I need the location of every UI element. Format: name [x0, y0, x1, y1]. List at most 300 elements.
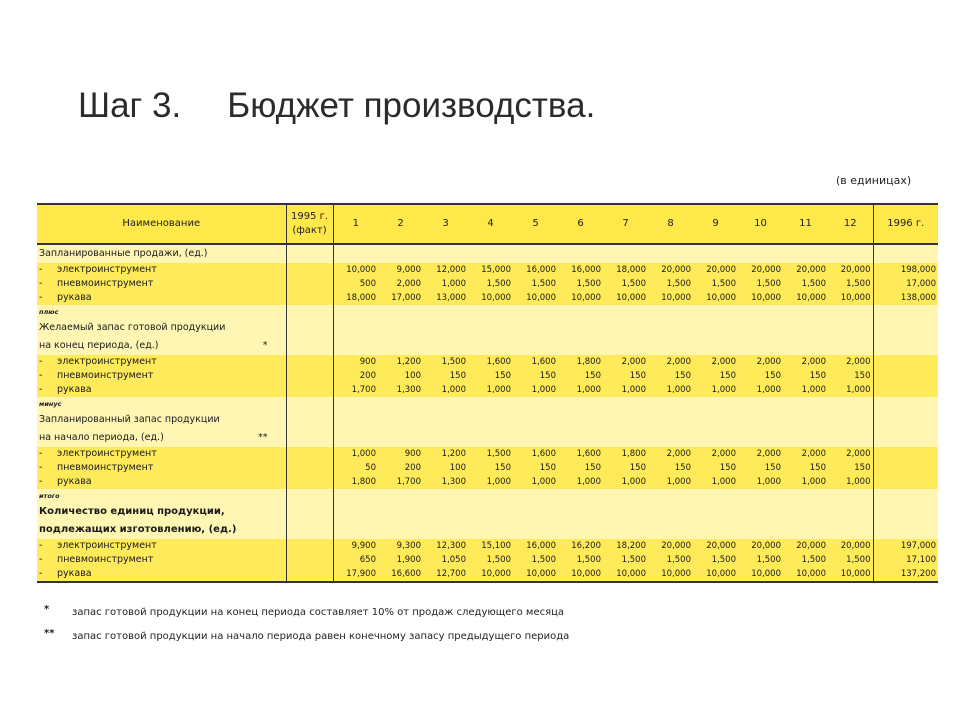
section-label-row	[37, 319, 938, 337]
prefix-month-cell	[378, 489, 423, 503]
production-budget-table	[37, 203, 938, 583]
table-header-row	[37, 204, 938, 244]
header-1995-year: 1995 г.	[290, 211, 329, 222]
month-value: 2,000	[783, 447, 828, 461]
month-value: 1,700	[378, 475, 423, 489]
row-label-text: электроинструмент	[57, 264, 157, 275]
label-month-cell	[423, 337, 468, 355]
fact-1995-cell	[286, 567, 333, 582]
month-value: 10,000	[783, 291, 828, 305]
row-label	[37, 539, 286, 553]
year-total	[873, 447, 938, 461]
label-month-cell	[378, 521, 423, 539]
row-label-text: пневмоинструмент	[57, 278, 154, 289]
table-row	[37, 553, 938, 567]
section-label	[37, 429, 286, 447]
month-value: 2,000	[828, 447, 873, 461]
month-value: 200	[333, 369, 378, 383]
label-month-cell	[513, 337, 558, 355]
label-month-cell	[693, 521, 738, 539]
label-month-cell	[603, 521, 648, 539]
month-value: 1,800	[333, 475, 378, 489]
row-label	[37, 383, 286, 397]
label-month-cell	[828, 503, 873, 521]
prefix-1996-cell	[873, 397, 938, 411]
label-month-cell	[468, 244, 513, 263]
label-month-cell	[783, 429, 828, 447]
month-value: 150	[648, 461, 693, 475]
label-month-cell	[783, 503, 828, 521]
month-value: 1,000	[468, 383, 513, 397]
label-month-cell	[603, 429, 648, 447]
row-dash: -	[39, 540, 43, 551]
month-value: 1,000	[423, 277, 468, 291]
label-month-cell	[378, 503, 423, 521]
fact-1995-cell	[286, 369, 333, 383]
prefix-month-cell	[423, 397, 468, 411]
month-value: 1,500	[783, 553, 828, 567]
month-value: 2,000	[648, 447, 693, 461]
month-value: 10,000	[693, 291, 738, 305]
year-total: 17,000	[873, 277, 938, 291]
month-value: 10,000	[828, 567, 873, 582]
month-value: 20,000	[648, 539, 693, 553]
header-month: 8	[648, 204, 693, 244]
prefix-month-cell	[738, 489, 783, 503]
label-month-cell	[513, 319, 558, 337]
label-month-cell	[783, 337, 828, 355]
label-1996-cell	[873, 244, 938, 263]
label-month-cell	[828, 244, 873, 263]
label-1995-cell	[286, 244, 333, 263]
section-label-text: на начало периода, (ед.)	[39, 432, 164, 443]
section-label-row	[37, 411, 938, 429]
month-value: 650	[333, 553, 378, 567]
prefix-month-cell	[693, 397, 738, 411]
label-month-cell	[513, 411, 558, 429]
month-value: 150	[783, 369, 828, 383]
label-month-cell	[378, 429, 423, 447]
row-label	[37, 461, 286, 475]
section-label-row	[37, 337, 938, 355]
label-month-cell	[828, 429, 873, 447]
label-month-cell	[423, 319, 468, 337]
month-value: 150	[828, 369, 873, 383]
header-month: 5	[513, 204, 558, 244]
label-1995-cell	[286, 411, 333, 429]
label-month-cell	[558, 521, 603, 539]
label-month-cell	[828, 319, 873, 337]
month-value: 1,000	[333, 447, 378, 461]
label-month-cell	[648, 337, 693, 355]
year-total: 197,000	[873, 539, 938, 553]
row-label	[37, 475, 286, 489]
month-value: 1,000	[828, 475, 873, 489]
month-value: 9,900	[333, 539, 378, 553]
month-value: 1,500	[423, 355, 468, 369]
month-value: 20,000	[828, 539, 873, 553]
section-label	[37, 244, 286, 263]
month-value: 10,000	[738, 567, 783, 582]
label-month-cell	[558, 503, 603, 521]
prefix-month-cell	[828, 397, 873, 411]
prefix-month-cell	[513, 489, 558, 503]
prefix-month-cell	[558, 397, 603, 411]
row-label-text: пневмоинструмент	[57, 462, 154, 473]
month-value: 1,000	[648, 475, 693, 489]
label-1995-cell	[286, 503, 333, 521]
table-row	[37, 539, 938, 553]
label-month-cell	[468, 411, 513, 429]
month-value: 1,500	[738, 277, 783, 291]
section-label	[37, 521, 286, 539]
month-value: 2,000	[603, 355, 648, 369]
section-label-text: Запланированный запас продукции	[39, 414, 220, 425]
month-value: 150	[693, 461, 738, 475]
month-value: 150	[738, 461, 783, 475]
month-value: 10,000	[693, 567, 738, 582]
label-month-cell	[693, 429, 738, 447]
year-total: 138,000	[873, 291, 938, 305]
month-value: 10,000	[468, 567, 513, 582]
section-prefix-row	[37, 489, 938, 503]
month-value: 1,900	[378, 553, 423, 567]
label-month-cell	[693, 244, 738, 263]
label-month-cell	[693, 411, 738, 429]
prefix-month-cell	[783, 489, 828, 503]
prefix-month-cell	[783, 397, 828, 411]
prefix-month-cell	[603, 305, 648, 319]
prefix-month-cell	[513, 397, 558, 411]
label-month-cell	[783, 244, 828, 263]
label-1996-cell	[873, 521, 938, 539]
label-month-cell	[603, 503, 648, 521]
row-dash: -	[39, 448, 43, 459]
header-month: 11	[783, 204, 828, 244]
header-1995-fact: (факт)	[292, 225, 327, 236]
row-dash: -	[39, 384, 43, 395]
month-value: 1,500	[648, 277, 693, 291]
header-month: 12	[828, 204, 873, 244]
fact-1995-cell	[286, 475, 333, 489]
section-prefix: плюс	[37, 305, 286, 319]
prefix-1995-cell	[286, 397, 333, 411]
month-value: 2,000	[783, 355, 828, 369]
section-prefix: итого	[37, 489, 286, 503]
month-value: 1,200	[378, 355, 423, 369]
month-value: 2,000	[693, 355, 738, 369]
row-label-text: электроинструмент	[57, 356, 157, 367]
label-month-cell	[378, 337, 423, 355]
header-1996: 1996 г.	[873, 204, 938, 244]
month-value: 16,000	[513, 263, 558, 277]
month-value: 10,000	[513, 567, 558, 582]
year-total: 137,200	[873, 567, 938, 582]
section-label	[37, 503, 286, 521]
header-month: 6	[558, 204, 603, 244]
month-value: 18,000	[333, 291, 378, 305]
month-value: 20,000	[828, 263, 873, 277]
label-month-cell	[648, 411, 693, 429]
label-1996-cell	[873, 337, 938, 355]
month-value: 1,500	[558, 277, 603, 291]
label-month-cell	[828, 521, 873, 539]
label-month-cell	[468, 503, 513, 521]
month-value: 150	[558, 369, 603, 383]
label-month-cell	[738, 244, 783, 263]
month-value: 200	[378, 461, 423, 475]
fact-1995-cell	[286, 383, 333, 397]
month-value: 150	[468, 461, 513, 475]
month-value: 500	[333, 277, 378, 291]
label-month-cell	[828, 337, 873, 355]
month-value: 10,000	[333, 263, 378, 277]
label-month-cell	[738, 411, 783, 429]
month-value: 10,000	[558, 291, 603, 305]
label-month-cell	[333, 429, 378, 447]
month-value: 1,500	[603, 553, 648, 567]
month-value: 15,100	[468, 539, 513, 553]
label-1996-cell	[873, 503, 938, 521]
month-value: 2,000	[648, 355, 693, 369]
label-month-cell	[783, 411, 828, 429]
label-month-cell	[423, 411, 468, 429]
label-month-cell	[828, 411, 873, 429]
month-value: 20,000	[693, 539, 738, 553]
month-value: 1,000	[783, 383, 828, 397]
prefix-1995-cell	[286, 489, 333, 503]
prefix-month-cell	[378, 305, 423, 319]
fact-1995-cell	[286, 355, 333, 369]
section-label-row	[37, 429, 938, 447]
month-value: 1,000	[738, 383, 783, 397]
label-month-cell	[468, 319, 513, 337]
label-month-cell	[693, 503, 738, 521]
prefix-month-cell	[648, 305, 693, 319]
month-value: 20,000	[783, 263, 828, 277]
row-label	[37, 447, 286, 461]
month-value: 1,000	[828, 383, 873, 397]
month-value: 150	[648, 369, 693, 383]
month-value: 150	[738, 369, 783, 383]
month-value: 150	[603, 461, 648, 475]
prefix-month-cell	[468, 305, 513, 319]
row-label	[37, 553, 286, 567]
month-value: 100	[378, 369, 423, 383]
row-dash: -	[39, 292, 43, 303]
label-month-cell	[468, 337, 513, 355]
month-value: 13,000	[423, 291, 468, 305]
label-month-cell	[378, 319, 423, 337]
label-month-cell	[648, 429, 693, 447]
prefix-month-cell	[693, 305, 738, 319]
row-label-text: рукава	[57, 476, 92, 487]
row-dash: -	[39, 554, 43, 565]
label-month-cell	[468, 521, 513, 539]
prefix-month-cell	[558, 305, 603, 319]
row-label	[37, 355, 286, 369]
header-month: 3	[423, 204, 468, 244]
label-1995-cell	[286, 337, 333, 355]
prefix-1995-cell	[286, 305, 333, 319]
row-label-text: пневмоинструмент	[57, 370, 154, 381]
label-month-cell	[378, 244, 423, 263]
section-label-row	[37, 244, 938, 263]
fact-1995-cell	[286, 263, 333, 277]
month-value: 1,500	[783, 277, 828, 291]
month-value: 150	[783, 461, 828, 475]
month-value: 1,500	[693, 277, 738, 291]
month-value: 1,500	[828, 277, 873, 291]
table-row	[37, 291, 938, 305]
prefix-month-cell	[513, 305, 558, 319]
header-month: 9	[693, 204, 738, 244]
month-value: 1,500	[468, 447, 513, 461]
month-value: 9,300	[378, 539, 423, 553]
month-value: 1,000	[468, 475, 513, 489]
month-value: 1,050	[423, 553, 468, 567]
prefix-month-cell	[468, 489, 513, 503]
label-month-cell	[558, 319, 603, 337]
month-value: 1,800	[603, 447, 648, 461]
header-month: 4	[468, 204, 513, 244]
section-label	[37, 411, 286, 429]
month-value: 10,000	[603, 291, 648, 305]
footnote-mark: **	[44, 628, 55, 639]
section-label-text: на конец периода, (ед.)	[39, 340, 159, 351]
month-value: 150	[468, 369, 513, 383]
prefix-month-cell	[648, 397, 693, 411]
section-label	[37, 319, 286, 337]
row-label	[37, 291, 286, 305]
month-value: 1,500	[468, 553, 513, 567]
month-value: 1,500	[558, 553, 603, 567]
month-value: 10,000	[828, 291, 873, 305]
label-month-cell	[423, 503, 468, 521]
month-value: 2,000	[738, 355, 783, 369]
label-month-cell	[783, 521, 828, 539]
row-dash: -	[39, 568, 43, 579]
prefix-month-cell	[333, 489, 378, 503]
row-label-text: рукава	[57, 292, 92, 303]
month-value: 10,000	[513, 291, 558, 305]
month-value: 12,000	[423, 263, 468, 277]
month-value: 1,500	[468, 277, 513, 291]
month-value: 1,000	[603, 383, 648, 397]
month-value: 2,000	[693, 447, 738, 461]
section-label-text: Количество единиц продукции,	[39, 506, 225, 517]
year-total: 198,000	[873, 263, 938, 277]
year-total: 17,100	[873, 553, 938, 567]
label-month-cell	[513, 244, 558, 263]
section-label	[37, 337, 286, 355]
label-month-cell	[603, 319, 648, 337]
section-prefix-row	[37, 305, 938, 319]
year-total	[873, 475, 938, 489]
month-value: 100	[423, 461, 468, 475]
prefix-month-cell	[558, 489, 603, 503]
month-value: 9,000	[378, 263, 423, 277]
label-month-cell	[693, 337, 738, 355]
month-value: 1,300	[423, 475, 468, 489]
footnote-text: запас готовой продукции на конец периода составляет 10% от продаж следующего месяца	[72, 607, 565, 618]
month-value: 2,000	[828, 355, 873, 369]
section-footnote-mark: *	[262, 340, 268, 351]
label-month-cell	[333, 503, 378, 521]
slide-title	[78, 86, 595, 126]
month-value: 1,700	[333, 383, 378, 397]
header-month: 7	[603, 204, 648, 244]
prefix-month-cell	[423, 489, 468, 503]
month-value: 16,600	[378, 567, 423, 582]
label-month-cell	[648, 244, 693, 263]
month-value: 2,000	[738, 447, 783, 461]
month-value: 1,000	[693, 383, 738, 397]
prefix-month-cell	[378, 397, 423, 411]
month-value: 20,000	[783, 539, 828, 553]
month-value: 1,200	[423, 447, 468, 461]
month-value: 1,500	[693, 553, 738, 567]
row-label-text: рукава	[57, 568, 92, 579]
units-note: (в единицах)	[836, 174, 912, 187]
month-value: 18,000	[603, 263, 648, 277]
month-value: 20,000	[738, 263, 783, 277]
label-month-cell	[738, 319, 783, 337]
month-value: 150	[513, 461, 558, 475]
month-value: 1,000	[513, 383, 558, 397]
prefix-month-cell	[738, 397, 783, 411]
label-month-cell	[333, 521, 378, 539]
month-value: 10,000	[783, 567, 828, 582]
label-month-cell	[603, 244, 648, 263]
month-value: 1,000	[558, 383, 603, 397]
row-dash: -	[39, 462, 43, 473]
month-value: 1,600	[513, 355, 558, 369]
month-value: 1,000	[603, 475, 648, 489]
month-value: 1,000	[513, 475, 558, 489]
section-label-text: Желаемый запас готовой продукции	[39, 322, 226, 333]
month-value: 1,500	[738, 553, 783, 567]
prefix-month-cell	[333, 305, 378, 319]
month-value: 10,000	[468, 291, 513, 305]
prefix-1996-cell	[873, 305, 938, 319]
month-value: 12,300	[423, 539, 468, 553]
label-month-cell	[603, 337, 648, 355]
row-dash: -	[39, 356, 43, 367]
row-dash: -	[39, 278, 43, 289]
header-month: 2	[378, 204, 423, 244]
prefix-month-cell	[603, 397, 648, 411]
header-1995	[286, 204, 333, 244]
month-value: 1,000	[558, 475, 603, 489]
label-month-cell	[333, 244, 378, 263]
label-month-cell	[738, 429, 783, 447]
month-value: 20,000	[738, 539, 783, 553]
prefix-month-cell	[603, 489, 648, 503]
label-month-cell	[378, 411, 423, 429]
label-month-cell	[513, 521, 558, 539]
table-row	[37, 461, 938, 475]
label-month-cell	[513, 503, 558, 521]
section-footnote-mark: **	[258, 432, 268, 443]
prefix-1996-cell	[873, 489, 938, 503]
section-prefix-row	[37, 397, 938, 411]
label-month-cell	[333, 319, 378, 337]
row-label-text: электроинструмент	[57, 448, 157, 459]
month-value: 900	[378, 447, 423, 461]
label-month-cell	[513, 429, 558, 447]
month-value: 1,000	[693, 475, 738, 489]
